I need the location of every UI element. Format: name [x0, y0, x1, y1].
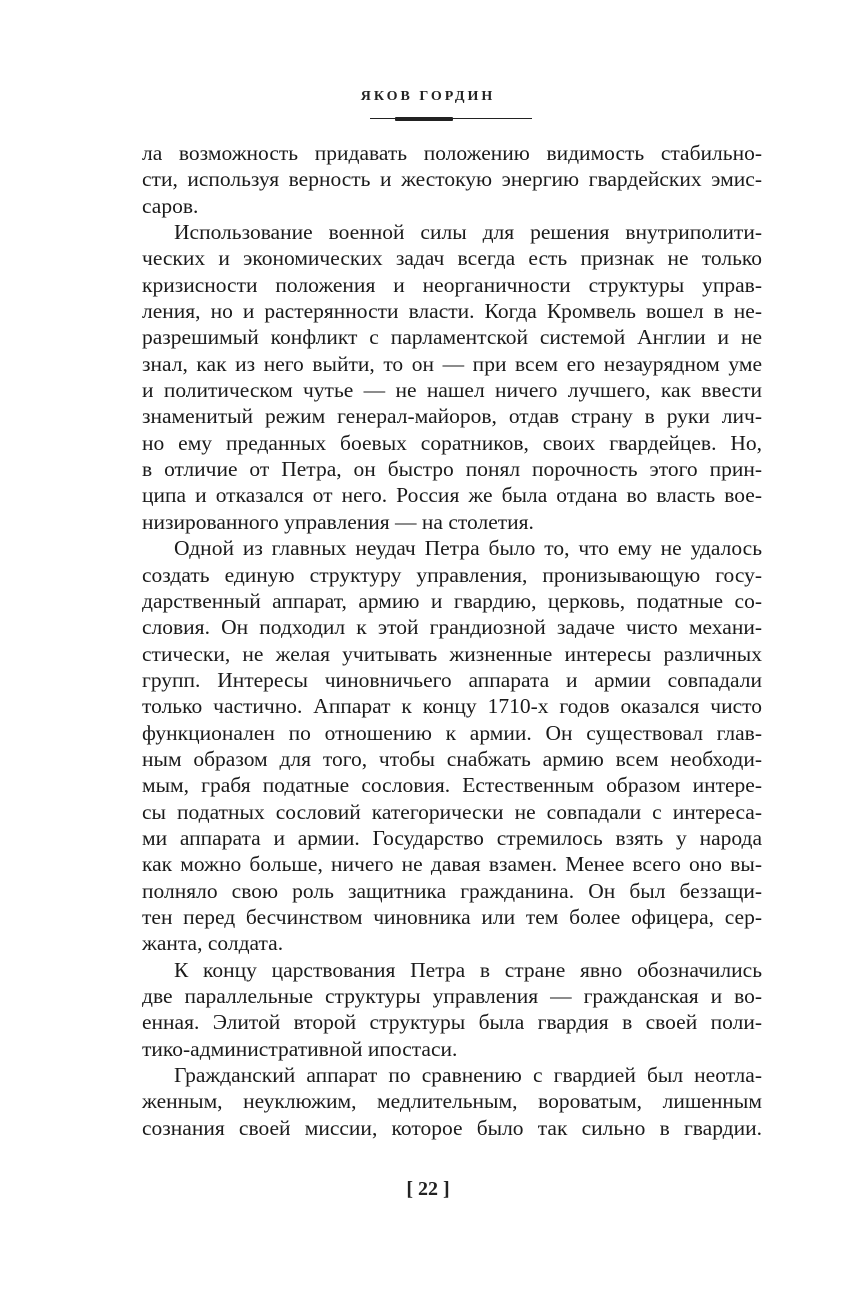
- text-line: в отличие от Петра, он быстро понял порочность этого прин-: [142, 457, 762, 482]
- text-line: сознания своей миссии, которое было так сильно в гвардии.: [142, 1115, 762, 1140]
- text-line: полняло свою роль защитника гражданина. Он был беззащи-: [142, 878, 762, 903]
- paragraph: [142, 957, 762, 1062]
- text-line: тико-административной ипостаси.: [142, 1036, 458, 1061]
- text-line: женным, неуклюжим, медлительным, вороватым, лишенным: [142, 1089, 762, 1114]
- text-line: кризисности положения и неорганичности структуры управ-: [142, 272, 762, 297]
- text-line: создать единую структуру управления, пронизывающую госу-: [142, 562, 762, 587]
- paragraph: [142, 1062, 762, 1141]
- text-line: и политическом чутье — не нашел ничего лучшего, как ввести: [142, 378, 762, 403]
- paragraph: [142, 140, 762, 219]
- page-number: [ 22 ]: [406, 1178, 450, 1200]
- text-line: две параллельные структуры управления — гражданская и во-: [142, 984, 762, 1008]
- text-line: тен перед бесчинством чиновника или тем более офицера, сер-: [142, 904, 762, 929]
- text-line: знаменитый режим генерал-майоров, отдав страну в руки лич-: [142, 404, 762, 429]
- body-text: [142, 140, 762, 1141]
- text-line: ципа и отказался от него. Россия же была отдана во власть вое-: [142, 483, 762, 508]
- text-line: разрешимый конфликт с парламентской системой Англии и не: [142, 325, 762, 350]
- text-line: ла возможность придавать положению видимость стабильно-: [142, 141, 762, 165]
- text-line: ческих и экономических задач всегда есть признак не только: [142, 246, 762, 271]
- text-line: саров.: [142, 193, 199, 218]
- header-rule-ornament: [395, 117, 453, 121]
- paragraph: [142, 219, 762, 535]
- text-line: как можно больше, ничего не давая взамен. Менее всего оно вы-: [142, 852, 762, 877]
- text-line: групп. Интересы чиновничьего аппарата и армии совпадали: [142, 667, 762, 692]
- text-line: функционален по отношению к армии. Он существовал глав-: [142, 720, 762, 745]
- text-line: но ему преданных боевых соратников, своих гвардейцев. Но,: [142, 430, 762, 455]
- text-line: жанта, солдата.: [142, 931, 284, 956]
- text-line: ления, но и растерянности власти. Когда Кромвель вошел в не-: [142, 299, 762, 324]
- text-line: только частично. Аппарат к концу 1710-х годов оказался чисто: [142, 694, 762, 719]
- text-line: енная. Элитой второй структуры была гвардия в своей поли-: [142, 1010, 762, 1035]
- text-line: ным образом для того, чтобы снабжать армию всем необходи-: [142, 746, 762, 771]
- paragraph: [142, 535, 762, 957]
- text-line: низированного управления — на столетия.: [142, 509, 534, 534]
- text-line: знал, как из него выйти, то он — при всем его незаурядном уме: [142, 351, 762, 376]
- text-line: сы податных сословий категорически не совпадали с интереса-: [142, 799, 762, 824]
- text-line: Использование военной силы для решения внутриполити-: [174, 220, 762, 245]
- text-line: стически, не желая учитывать жизненные интересы различных: [142, 641, 762, 666]
- text-line: словия. Он подходил к этой грандиозной задаче чисто механи-: [142, 615, 762, 640]
- text-line: К концу царствования Петра в стране явно обозначились: [174, 957, 762, 982]
- running-head-author: ЯКОВ ГОРДИН: [360, 89, 496, 104]
- text-line: дарственный аппарат, армию и гвардию, церковь, податные со-: [142, 588, 762, 613]
- text-line: Гражданский аппарат по сравнению с гвардией был неотла-: [174, 1063, 762, 1088]
- text-line: мым, грабя податные сословия. Естественным образом интере-: [142, 773, 762, 798]
- text-line: ми аппарата и армии. Государство стремилось взять у народа: [142, 825, 762, 850]
- text-line: Одной из главных неудач Петра было то, что ему не удалось: [174, 536, 762, 561]
- text-line: сти, используя верность и жестокую энергию гвардейских эмис-: [142, 167, 762, 192]
